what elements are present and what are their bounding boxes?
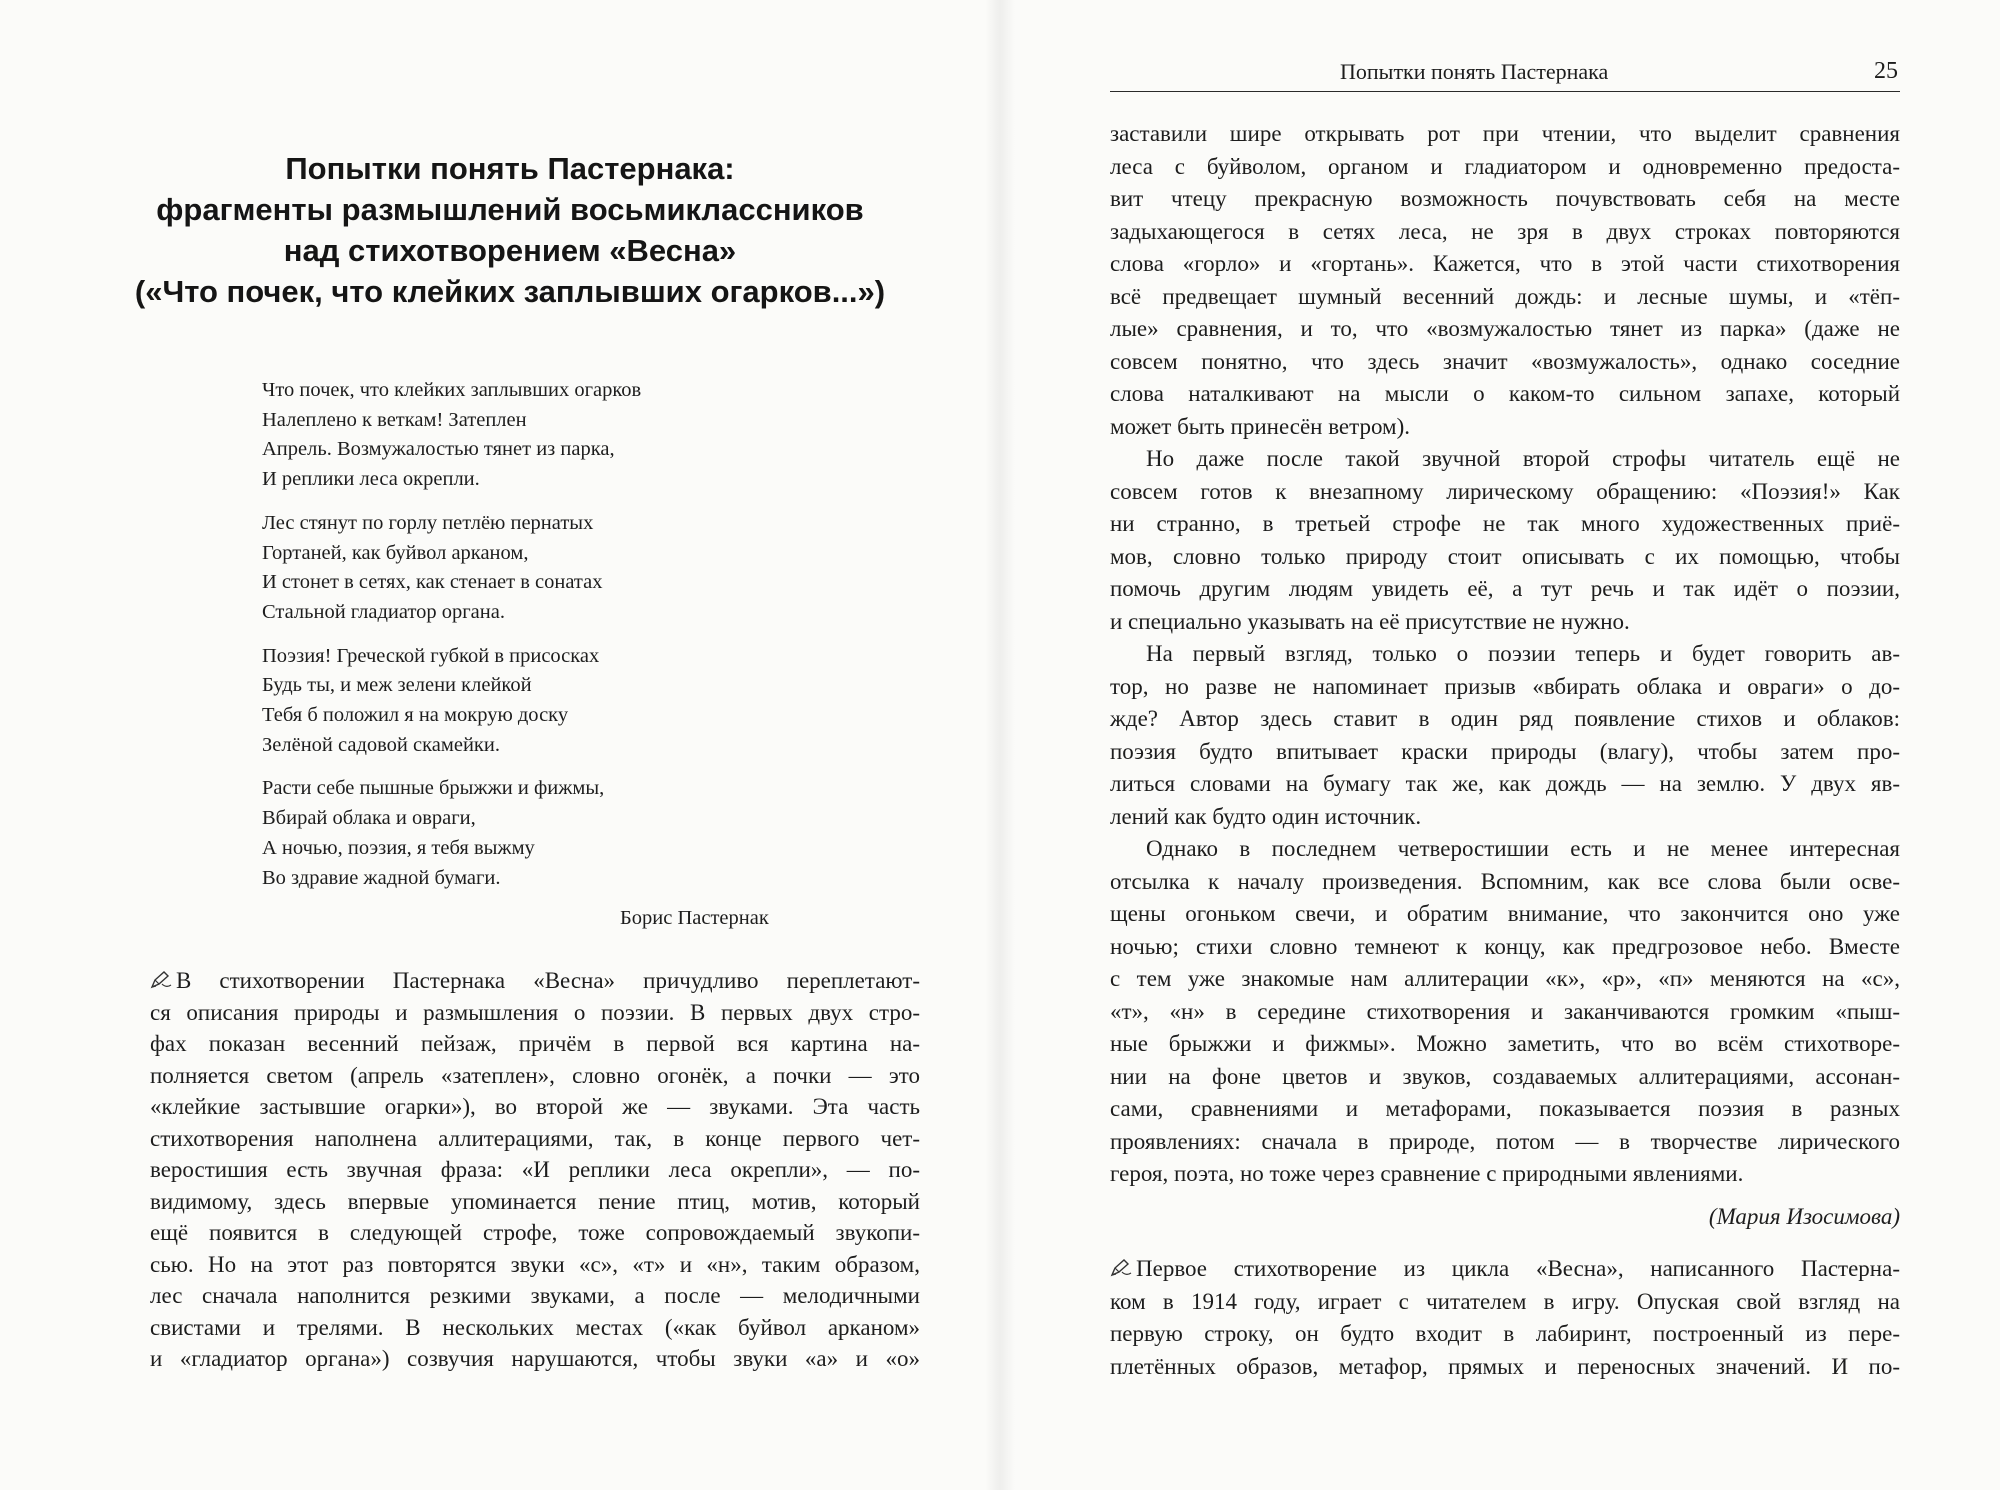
text-line-content: поэзия будто впитывает краски природы (влагу), чтобы затем про- (1110, 738, 1900, 764)
text-line-content: первую строку, он будто входит в лабиринт, построенный из пере- (1110, 1321, 1900, 1346)
text-line (150, 1123, 920, 1155)
text-line (150, 1028, 920, 1060)
essay-signature: (Мария Изосимова) (1708, 1203, 1900, 1229)
title-line: Попытки понять Пастернака: (285, 151, 735, 186)
text-line-content: задыхающегося в сетях леса, не зря в двух строках повторяются (1110, 218, 1900, 244)
poem-line: Стальной гладиатор органа. (262, 600, 505, 623)
text-line (1110, 313, 1900, 346)
text-line-content: «клейкие застывшие огарки»), во второй же — звуками. Эта часть (150, 1094, 920, 1119)
text-line-content: фах показан весенний пейзаж, причём в первой вся картина на- (150, 1031, 920, 1056)
poem-line: Что почек, что клейких заплывших огарков (262, 379, 642, 401)
text-line-content: с тем уже знакомые нам аллитерации «к», «р», «п» меняются на «с», (1110, 966, 1900, 991)
text-line-content: всё предвещает шумный весенний дождь: и лесные шумы, и «тёп- (1110, 283, 1900, 309)
poem-author: Борис Пастернак (620, 907, 769, 929)
title-line: фрагменты размышлений восьмиклассников (156, 192, 864, 227)
text-line (1110, 866, 1900, 899)
text-line-content: В стихотворении Пастернака «Весна» причудливо переплетают- (176, 968, 920, 993)
text-line (1110, 216, 1900, 249)
text-line (150, 1186, 920, 1218)
text-line-content: лений как будто один источник. (1110, 803, 1422, 829)
text-line-content: нии на фоне цветов и звуков, создаваемых аллитерациями, ассонан- (1110, 1063, 1900, 1089)
text-line-content: вит чтецу прекрасную возможность почувствовать себя на месте (1110, 186, 1900, 211)
text-line (1110, 736, 1900, 769)
text-line (1110, 183, 1900, 216)
essay-text-left (150, 965, 920, 1375)
text-line (1110, 476, 1900, 509)
text-line (1110, 1158, 1900, 1191)
text-line (1110, 411, 1900, 444)
text-line (150, 1217, 920, 1249)
text-line-content: мов, словно только природу стоит описывать с их помощью, чтобы (1110, 543, 1900, 569)
text-line (150, 1091, 920, 1123)
poem-line: Гортаней, как буйвол арканом, (262, 541, 529, 564)
text-line (1110, 443, 1900, 476)
text-line-content: отсылка к началу произведения. Вспомним, как все слова были осве- (1110, 868, 1900, 894)
text-line (1110, 1351, 1900, 1384)
essay-text-right (1110, 118, 1900, 1383)
text-line-content: сами, сравнениями и метафорами, показывается поэзия в разных (1110, 1096, 1900, 1121)
text-line-content: слова «горло» и «гортань». Кажется, что в этой части стихотворения (1110, 251, 1900, 276)
text-line-content: сью. Но на этот раз повторятся звуки «с», «т» и «н», таким образом, (150, 1251, 920, 1277)
text-line-content: Первое стихотворение из цикла «Весна», написанного Пастерна- (1136, 1256, 1900, 1281)
title-line: над стихотворением «Весна» (283, 233, 737, 268)
text-line (1110, 541, 1900, 574)
text-line (1110, 671, 1900, 704)
poem-line: И реплики леса окрепли. (262, 468, 480, 491)
text-line-content: щены огоньком свечи, и обратим внимание, что закончится оно уже (1110, 901, 1900, 926)
poem-line: Лес стянут по горлу петлёю пернатых (262, 511, 594, 534)
text-line-content: лые» сравнения, и то, что «возмужалостью тянет из парка» (даже не (1110, 316, 1900, 341)
running-title: Попытки понять Пастернака (1340, 59, 1609, 84)
text-line-content: проявлениях: сначала в природе, потом — в творчестве лирического (1110, 1128, 1900, 1154)
text-line (1110, 931, 1900, 964)
page-number: 25 (1874, 58, 1898, 84)
poem-stanza (262, 376, 862, 495)
poem-line: Будь ты, и меж зелени клейкой (262, 674, 532, 697)
text-line (1110, 1061, 1900, 1094)
text-line (1110, 768, 1900, 801)
text-line-content: ни странно, в третьей строфе не так много художественных приё- (1110, 511, 1900, 536)
text-line-content: и «гладиатор органа») созвучия нарушаются, чтобы звуки «а» и «о» (150, 1346, 920, 1371)
poem-line: А ночью, поэзия, я тебя выжму (262, 836, 535, 859)
pencil-icon (1110, 1255, 1132, 1275)
text-line (1110, 151, 1900, 184)
poem-line: Тебя б положил я на мокрую доску (262, 704, 569, 727)
poem-line: И стонет в сетях, как стенает в сонатах (262, 571, 603, 594)
text-line (150, 1312, 920, 1344)
text-line-content: тор, но разве не напоминает призыв «вбирать облака и овраги» о до- (1110, 673, 1900, 699)
text-line (1110, 248, 1900, 281)
text-line (1110, 118, 1900, 151)
text-line-content: видимому, здесь впервые упоминается пение птиц, мотив, который (150, 1188, 920, 1214)
text-line-content: ещё появится в следующей строфе, тоже сопровождаемый звукопи- (150, 1220, 920, 1245)
poem-line: Вбирай облака и овраги, (262, 807, 476, 830)
poem-line: Поэзия! Греческой губкой в присосках (262, 644, 600, 667)
text-line-content: На первый взгляд, только о поэзии теперь и будет говорить ав- (1146, 641, 1900, 666)
text-line-content: ся описания природы и размышления о поэзии. В первых двух стро- (150, 999, 920, 1025)
poem (262, 376, 862, 907)
text-line (1110, 606, 1900, 639)
text-line (150, 965, 920, 997)
text-line-content: плетённых образов, метафор, прямых и переносных значений. И по- (1110, 1353, 1900, 1379)
text-line-content: ные брыжжи и фижмы». Можно заметить, что во всём стихотворе- (1110, 1031, 1900, 1056)
poem-line: Расти себе пышные брыжжи и фижмы, (262, 777, 605, 800)
text-line (1110, 963, 1900, 996)
text-line (150, 1154, 920, 1186)
text-line (150, 997, 920, 1029)
text-line-content: Однако в последнем четверостишии есть и не менее интересная (1146, 836, 1900, 861)
text-line-content: героя, поэта, но тоже через сравнение с природными явлениями. (1110, 1161, 1744, 1186)
poem-stanza (262, 642, 862, 761)
text-line (1110, 508, 1900, 541)
text-line-content: совсем понятно, что здесь значит «возмужалость», однако соседние (1110, 348, 1900, 374)
text-line (150, 1060, 920, 1092)
text-line (1110, 1093, 1900, 1126)
text-line-content: жде? Автор здесь ставит в один ряд появление стихов и облаков: (1110, 706, 1900, 731)
text-line (1110, 801, 1900, 834)
text-line-content: совсем готов к внезапному лирическому обращению: «Поэзия!» Как (1110, 478, 1900, 504)
poem-line: Зелёной садовой скамейки. (262, 733, 500, 756)
text-line (1110, 638, 1900, 671)
text-line-content: и специально указывать на её присутствие не нужно. (1110, 608, 1630, 634)
text-line (1110, 1318, 1900, 1351)
text-line (150, 1343, 920, 1375)
text-line (1110, 1253, 1900, 1286)
text-line (1110, 1126, 1900, 1159)
text-line-content: слова наталкивают на мысли о каком-то сильном запахе, который (1110, 381, 1900, 406)
text-line (1110, 703, 1900, 736)
text-line (1110, 1286, 1900, 1319)
text-line-content: может быть принесён ветром). (1110, 413, 1410, 439)
text-line-content: помочь другим людям увидеть её, а тут речь и так идёт о поэзии, (1110, 576, 1900, 601)
text-line (1110, 281, 1900, 314)
text-line (1110, 996, 1900, 1029)
text-line (1110, 346, 1900, 379)
text-line-content: литься словами на бумагу так же, как дождь — на землю. У двух яв- (1110, 771, 1900, 796)
text-line-content: «т», «н» в середине стихотворения и заканчиваются громким «пыш- (1110, 998, 1900, 1024)
chapter-title (130, 148, 890, 312)
title-line: («Что почек, что клейких заплывших огарков...») (134, 274, 886, 309)
running-header (1110, 57, 1900, 92)
text-line (1110, 573, 1900, 606)
poem-line: Налеплено к веткам! Затеплен (262, 408, 527, 431)
text-line (150, 1280, 920, 1312)
text-line-content: свистами и трелями. В нескольких местах («как буйвол арканом» (150, 1314, 920, 1340)
poem-line: Во здравие жадной бумаги. (262, 866, 501, 889)
text-line (1110, 898, 1900, 931)
text-line-content: ком в 1914 году, играет с читателем в игру. Опуская свой взгляд на (1110, 1288, 1900, 1314)
text-line-content: леса с буйволом, органом и гладиатором и одновременно предоста- (1110, 153, 1900, 179)
text-line-content: Но даже после такой звучной второй строфы читатель ещё не (1146, 446, 1900, 471)
text-line-content: веростишия есть звучная фраза: «И реплики леса окрепли», — по- (150, 1157, 920, 1182)
text-line-content: лес сначала наполнится резкими звуками, а после — мелодичными (150, 1283, 920, 1308)
text-line-content: ночью; стихи словно темнеют к концу, как предгрозовое небо. Вместе (1110, 933, 1900, 959)
pencil-icon (150, 967, 172, 987)
poem-line: Апрель. Возмужалостью тянет из парка, (262, 438, 615, 461)
text-line-content: полняется светом (апрель «затеплен», словно огонёк, а почки — это (150, 1062, 920, 1088)
book-gutter (985, 0, 1015, 1490)
poem-stanza (262, 509, 862, 628)
text-line (1110, 833, 1900, 866)
text-line-content: заставили шире открывать рот при чтении, что выделит сравнения (1110, 121, 1900, 146)
text-line-content: стихотворения наполнена аллитерациями, так, в конце первого чет- (150, 1125, 920, 1151)
text-line (1110, 1028, 1900, 1061)
text-line (1110, 378, 1900, 411)
text-line (150, 1249, 920, 1281)
poem-stanza (262, 774, 862, 893)
